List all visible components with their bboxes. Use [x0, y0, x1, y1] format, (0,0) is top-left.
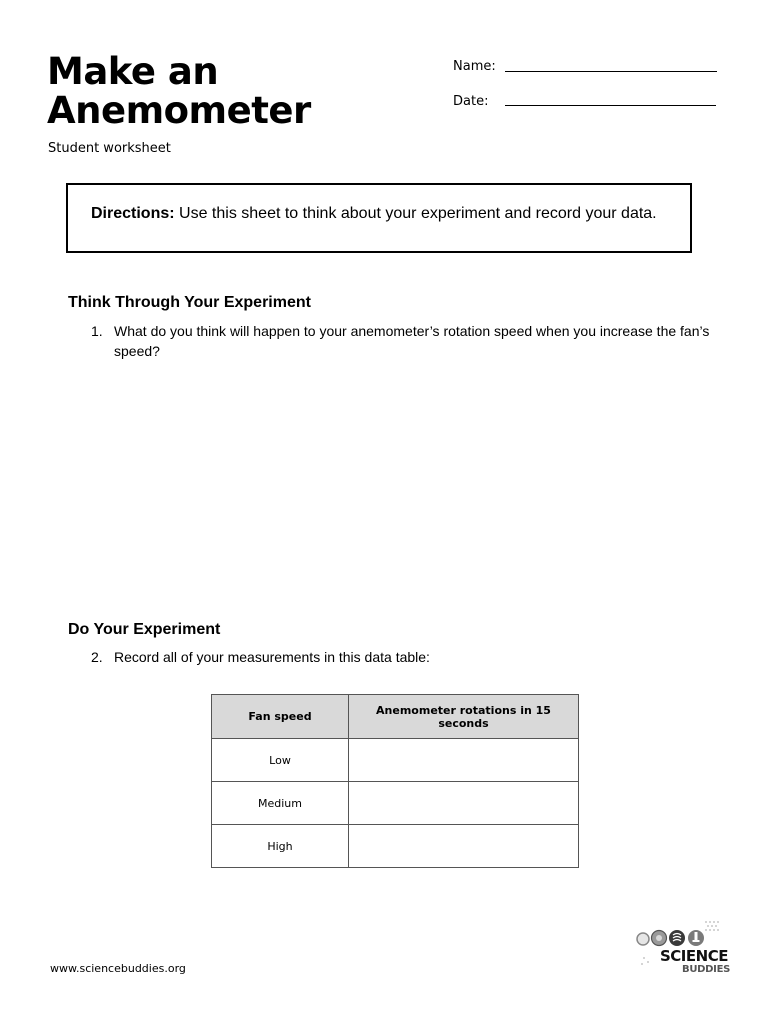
fan-speed-cell: Medium — [212, 782, 349, 825]
directions-box — [66, 183, 692, 253]
data-table — [211, 694, 579, 868]
table-row — [212, 739, 579, 782]
directions-lead: Directions: — [91, 205, 175, 222]
question-2-text: Record all of your measurements in this data table: — [114, 649, 430, 665]
date-field[interactable] — [505, 105, 716, 106]
question-1-answer-area[interactable] — [68, 370, 708, 600]
table-header-row — [212, 695, 579, 739]
rotations-cell[interactable] — [349, 782, 579, 825]
logo-word-buddies: BUDDIES — [682, 964, 730, 975]
science-buddies-logo — [634, 918, 730, 980]
column-header-fan-speed: Fan speed — [212, 695, 349, 739]
directions-text: Use this sheet to think about your experiment and record your data. — [174, 205, 657, 222]
question-1-text: What do you think will happen to your anemometer’s rotation speed when you increase the fan’s speed? — [114, 323, 710, 359]
section-heading-do: Do Your Experiment — [68, 621, 221, 638]
question-1-number: 1. — [91, 323, 103, 339]
date-label: Date: — [453, 94, 489, 109]
column-header-rotations: Anemometer rotations in 15 seconds — [349, 695, 579, 739]
rotations-cell[interactable] — [349, 739, 579, 782]
footer-url: www.sciencebuddies.org — [50, 962, 186, 975]
page-subtitle: Student worksheet — [48, 141, 171, 156]
title-line-1: Make an — [47, 50, 219, 93]
logo-word-science: SCIENCE — [660, 947, 728, 965]
fan-speed-cell: Low — [212, 739, 349, 782]
table-row — [212, 825, 579, 868]
question-2-number: 2. — [91, 649, 103, 665]
section-heading-think: Think Through Your Experiment — [68, 294, 311, 311]
name-label: Name: — [453, 59, 496, 74]
fan-speed-cell: High — [212, 825, 349, 868]
title-line-2: Anemometer — [47, 89, 311, 132]
name-field[interactable] — [505, 71, 717, 72]
page-title — [47, 52, 311, 130]
rotations-cell[interactable] — [349, 825, 579, 868]
table-row — [212, 782, 579, 825]
